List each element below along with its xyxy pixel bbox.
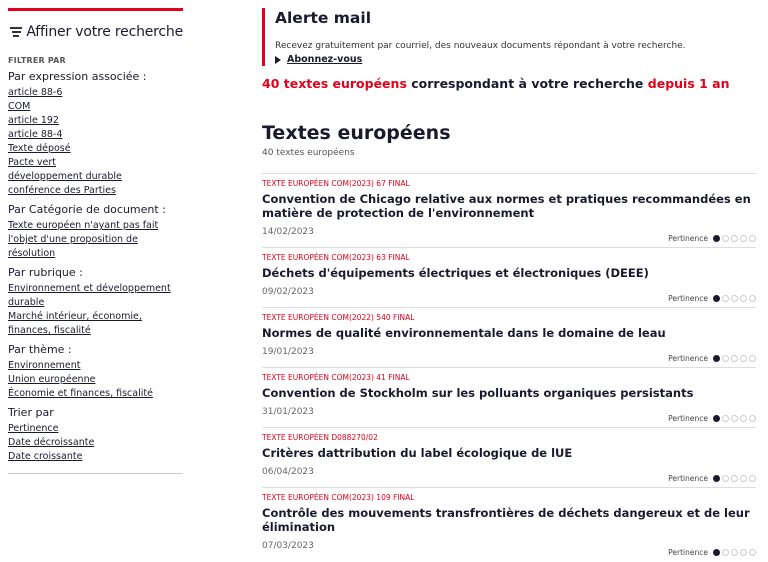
relevance-dot-icon (731, 235, 738, 242)
item-type: TEXTE EUROPÉEN D088270/02 (262, 433, 378, 442)
filter-link-conference-des-parties[interactable]: conférence des Parties (8, 185, 116, 196)
item-type: TEXTE EUROPÉEN COM(2023) 41 FINAL (262, 373, 410, 382)
sidebar-header (8, 22, 183, 42)
alert-title: Alerte mail (275, 9, 372, 27)
section-count: 40 textes européens (262, 148, 355, 158)
list-item[interactable] (262, 367, 756, 427)
filter-label: FILTRER PAR (8, 56, 66, 65)
filter-link-article-88-6[interactable]: article 88-6 (8, 87, 63, 98)
relevance-dot-icon (749, 355, 756, 362)
relevance-dot-icon (722, 415, 729, 422)
item-type: TEXTE EUROPÉEN COM(2023) 63 FINAL (262, 253, 410, 262)
item-type: TEXTE EUROPÉEN COM(2022) 540 FINAL (262, 313, 415, 322)
subscribe-row (275, 54, 756, 65)
relevance-dot-icon (713, 415, 720, 422)
relevance-meter (668, 234, 756, 243)
item-date: 09/02/2023 (262, 287, 314, 297)
relevance-dot-icon (731, 549, 738, 556)
relevance-label: Pertinence (668, 354, 708, 363)
relevance-dot-icon (749, 415, 756, 422)
sort-links (8, 422, 183, 464)
item-title-link[interactable]: Critères dattribution du label écologique de lUE (262, 446, 573, 460)
relevance-dot-icon (722, 295, 729, 302)
filter-sidebar (8, 8, 183, 474)
filter-link-marche-interieur[interactable]: Marché intérieur, économie, finances, fiscalité (8, 311, 142, 336)
item-title-link[interactable]: Déchets d'équipements électriques et électroniques (DEEE) (262, 266, 649, 280)
item-type: TEXTE EUROPÉEN COM(2023) 67 FINAL (262, 179, 410, 188)
group-title-categorie: Par Catégorie de document : (8, 203, 166, 216)
relevance-dot-icon (713, 549, 720, 556)
main-content (262, 8, 756, 561)
results-count: 40 textes européens (262, 76, 407, 91)
relevance-dot-icon (740, 235, 747, 242)
item-title-link[interactable]: Contrôle des mouvements transfrontières de déchets dangereux et de leur élimination (262, 506, 750, 534)
list-item[interactable] (262, 487, 756, 561)
relevance-dot-icon (722, 549, 729, 556)
relevance-dot-icon (731, 295, 738, 302)
relevance-label: Pertinence (668, 414, 708, 423)
item-date: 14/02/2023 (262, 227, 314, 237)
list-item[interactable] (262, 247, 756, 307)
relevance-dot-icon (740, 295, 747, 302)
relevance-dot-icon (749, 475, 756, 482)
group-title-theme: Par thème : (8, 343, 72, 356)
relevance-meter (668, 354, 756, 363)
relevance-label: Pertinence (668, 234, 708, 243)
relevance-dot-icon (749, 235, 756, 242)
item-date: 19/01/2023 (262, 347, 314, 357)
relevance-dot-icon (731, 355, 738, 362)
sort-link-date-decroissante[interactable]: Date décroissante (8, 437, 95, 448)
filter-link-texte-depose[interactable]: Texte déposé (8, 143, 71, 154)
group-title-sort: Trier par (8, 406, 54, 419)
list-item[interactable] (262, 307, 756, 367)
item-title-link[interactable]: Convention de Chicago relative aux normes et pratiques recommandées en matière de protection de l'environnement (262, 192, 751, 220)
filter-link-article-88-4[interactable]: article 88-4 (8, 129, 63, 140)
relevance-dot-icon (731, 415, 738, 422)
caret-right-icon (275, 56, 281, 64)
relevance-meter (668, 414, 756, 423)
relevance-dot-icon (740, 549, 747, 556)
relevance-label: Pertinence (668, 474, 708, 483)
relevance-meter (668, 474, 756, 483)
filter-link-developpement-durable[interactable]: développement durable (8, 171, 122, 182)
relevance-dot-icon (713, 295, 720, 302)
item-title-link[interactable]: Normes de qualité environnementale dans le domaine de leau (262, 326, 666, 340)
relevance-label: Pertinence (668, 548, 708, 557)
relevance-dot-icon (722, 235, 729, 242)
item-title-link[interactable]: Convention de Stockholm sur les polluants organiques persistants (262, 386, 694, 400)
filter-link-environnement[interactable]: Environnement (8, 360, 81, 371)
filter-link-environnement-dev-durable[interactable]: Environnement et développement durable (8, 283, 171, 308)
mail-alert-box (262, 8, 756, 66)
theme-links (8, 359, 183, 401)
relevance-label: Pertinence (668, 294, 708, 303)
relevance-dot-icon (731, 475, 738, 482)
relevance-dot-icon (713, 235, 720, 242)
relevance-dot-icon (722, 475, 729, 482)
item-date: 31/01/2023 (262, 407, 314, 417)
relevance-dot-icon (749, 549, 756, 556)
filter-link-union-europeenne[interactable]: Union européenne (8, 374, 96, 385)
relevance-meter (668, 548, 756, 557)
relevance-dot-icon (740, 355, 747, 362)
rubrique-links (8, 282, 183, 338)
list-item[interactable] (262, 173, 756, 247)
filter-link-com[interactable]: COM (8, 101, 31, 112)
filter-link-economie-finances[interactable]: Économie et finances, fiscalité (8, 388, 153, 399)
group-title-expression: Par expression associée : (8, 70, 147, 83)
section-title: Textes européens (262, 122, 451, 144)
subscribe-link[interactable]: Abonnez-vous (287, 54, 363, 65)
item-date: 06/04/2023 (262, 467, 314, 477)
filter-link-article-192[interactable]: article 192 (8, 115, 59, 126)
sort-link-pertinence[interactable]: Pertinence (8, 423, 59, 434)
filter-icon (10, 26, 20, 38)
results-middle: correspondant à votre recherche (406, 76, 648, 91)
sidebar-top-rule (8, 8, 183, 11)
results-list (262, 173, 756, 561)
group-title-rubrique: Par rubrique : (8, 266, 83, 279)
list-item[interactable] (262, 427, 756, 487)
results-summary (262, 76, 756, 91)
filter-link-categorie[interactable]: Texte européen n'ayant pas fait l'objet d'une proposition de résolution (8, 220, 159, 259)
categorie-links (8, 219, 183, 261)
relevance-dot-icon (740, 475, 747, 482)
results-period: depuis 1 an (647, 76, 730, 91)
relevance-dot-icon (740, 415, 747, 422)
relevance-dot-icon (749, 295, 756, 302)
sort-link-date-croissante[interactable]: Date croissante (8, 451, 83, 462)
filter-link-pacte-vert[interactable]: Pacte vert (8, 157, 57, 168)
item-date: 07/03/2023 (262, 541, 314, 551)
relevance-dot-icon (713, 475, 720, 482)
sidebar-title: Affiner votre recherche (26, 24, 183, 40)
expression-links (8, 86, 183, 198)
sidebar-bottom-rule (8, 473, 183, 474)
relevance-meter (668, 294, 756, 303)
relevance-dot-icon (713, 355, 720, 362)
relevance-dot-icon (722, 355, 729, 362)
item-type: TEXTE EUROPÉEN COM(2023) 109 FINAL (262, 493, 415, 502)
alert-text: Recevez gratuitement par courriel, des nouveaux documents répondant à votre recherche. (275, 41, 686, 51)
